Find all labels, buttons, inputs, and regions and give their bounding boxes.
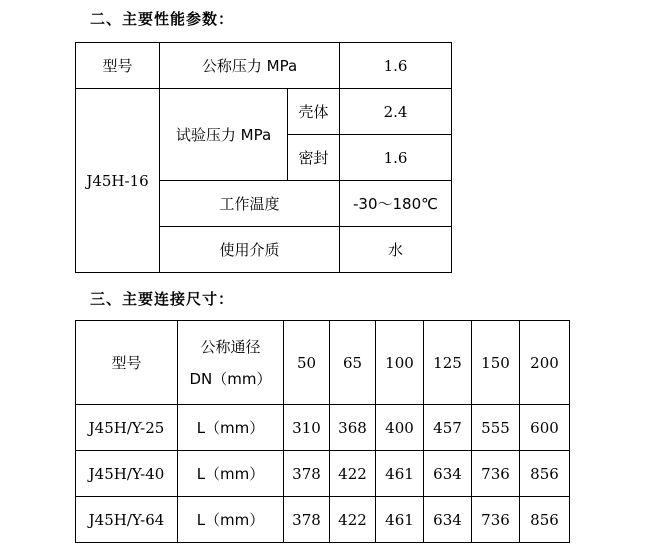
section-heading-connection-dims: 三、主要连接尺寸： — [90, 290, 235, 308]
table-row — [76, 321, 570, 405]
table-row — [76, 497, 570, 543]
dn-value-cell: 200 — [520, 321, 570, 405]
temp-value-cell: -30～180℃ — [340, 181, 452, 227]
dn-header-line2: DN（mm） — [189, 369, 272, 388]
row-value-cell: 422 — [330, 497, 376, 543]
dn-value-cell: 100 — [376, 321, 424, 405]
temp-label-cell: 工作温度 — [160, 181, 340, 227]
medium-label-cell: 使用介质 — [160, 227, 340, 273]
table-row — [76, 405, 570, 451]
row-value-cell: 368 — [330, 405, 376, 451]
row-value-cell: 461 — [376, 451, 424, 497]
row-model-cell: J45H/Y-40 — [76, 451, 178, 497]
dn-header-cell — [178, 321, 284, 405]
test-pressure-label-cell: 试验压力 MPa — [160, 89, 288, 181]
dn-value-cell: 150 — [472, 321, 520, 405]
seal-label-cell: 密封 — [288, 135, 340, 181]
row-value-cell: 634 — [424, 497, 472, 543]
row-dim-cell: L（mm） — [178, 405, 284, 451]
dn-value-cell: 125 — [424, 321, 472, 405]
connection-dims-table — [75, 320, 570, 543]
row-value-cell: 736 — [472, 497, 520, 543]
row-value-cell: 422 — [330, 451, 376, 497]
row-model-cell: J45H/Y-64 — [76, 497, 178, 543]
row-value-cell: 736 — [472, 451, 520, 497]
nominal-pressure-label-cell: 公称压力 MPa — [160, 43, 340, 89]
row-value-cell: 310 — [284, 405, 330, 451]
row-value-cell: 555 — [472, 405, 520, 451]
medium-value-cell: 水 — [340, 227, 452, 273]
dn-value-cell: 50 — [284, 321, 330, 405]
shell-label-cell: 壳体 — [288, 89, 340, 135]
section-heading-performance-params: 二、主要性能参数： — [90, 10, 235, 28]
row-value-cell: 856 — [520, 451, 570, 497]
row-model-cell: J45H/Y-25 — [76, 405, 178, 451]
performance-params-table — [75, 42, 452, 273]
table-row — [76, 43, 452, 89]
row-dim-cell: L（mm） — [178, 497, 284, 543]
model-header-cell: 型号 — [76, 321, 178, 405]
row-dim-cell: L（mm） — [178, 451, 284, 497]
row-value-cell: 378 — [284, 497, 330, 543]
row-value-cell: 378 — [284, 451, 330, 497]
table-row — [76, 89, 452, 135]
table-row — [76, 451, 570, 497]
model-value-cell: J45H-16 — [76, 89, 160, 273]
seal-value-cell: 1.6 — [340, 135, 452, 181]
row-value-cell: 400 — [376, 405, 424, 451]
dn-header-line1: 公称通径 — [200, 337, 261, 356]
row-value-cell: 600 — [520, 405, 570, 451]
row-value-cell: 457 — [424, 405, 472, 451]
shell-value-cell: 2.4 — [340, 89, 452, 135]
nominal-pressure-value-cell: 1.6 — [340, 43, 452, 89]
model-header-cell: 型号 — [76, 43, 160, 89]
row-value-cell: 856 — [520, 497, 570, 543]
row-value-cell: 634 — [424, 451, 472, 497]
row-value-cell: 461 — [376, 497, 424, 543]
dn-value-cell: 65 — [330, 321, 376, 405]
